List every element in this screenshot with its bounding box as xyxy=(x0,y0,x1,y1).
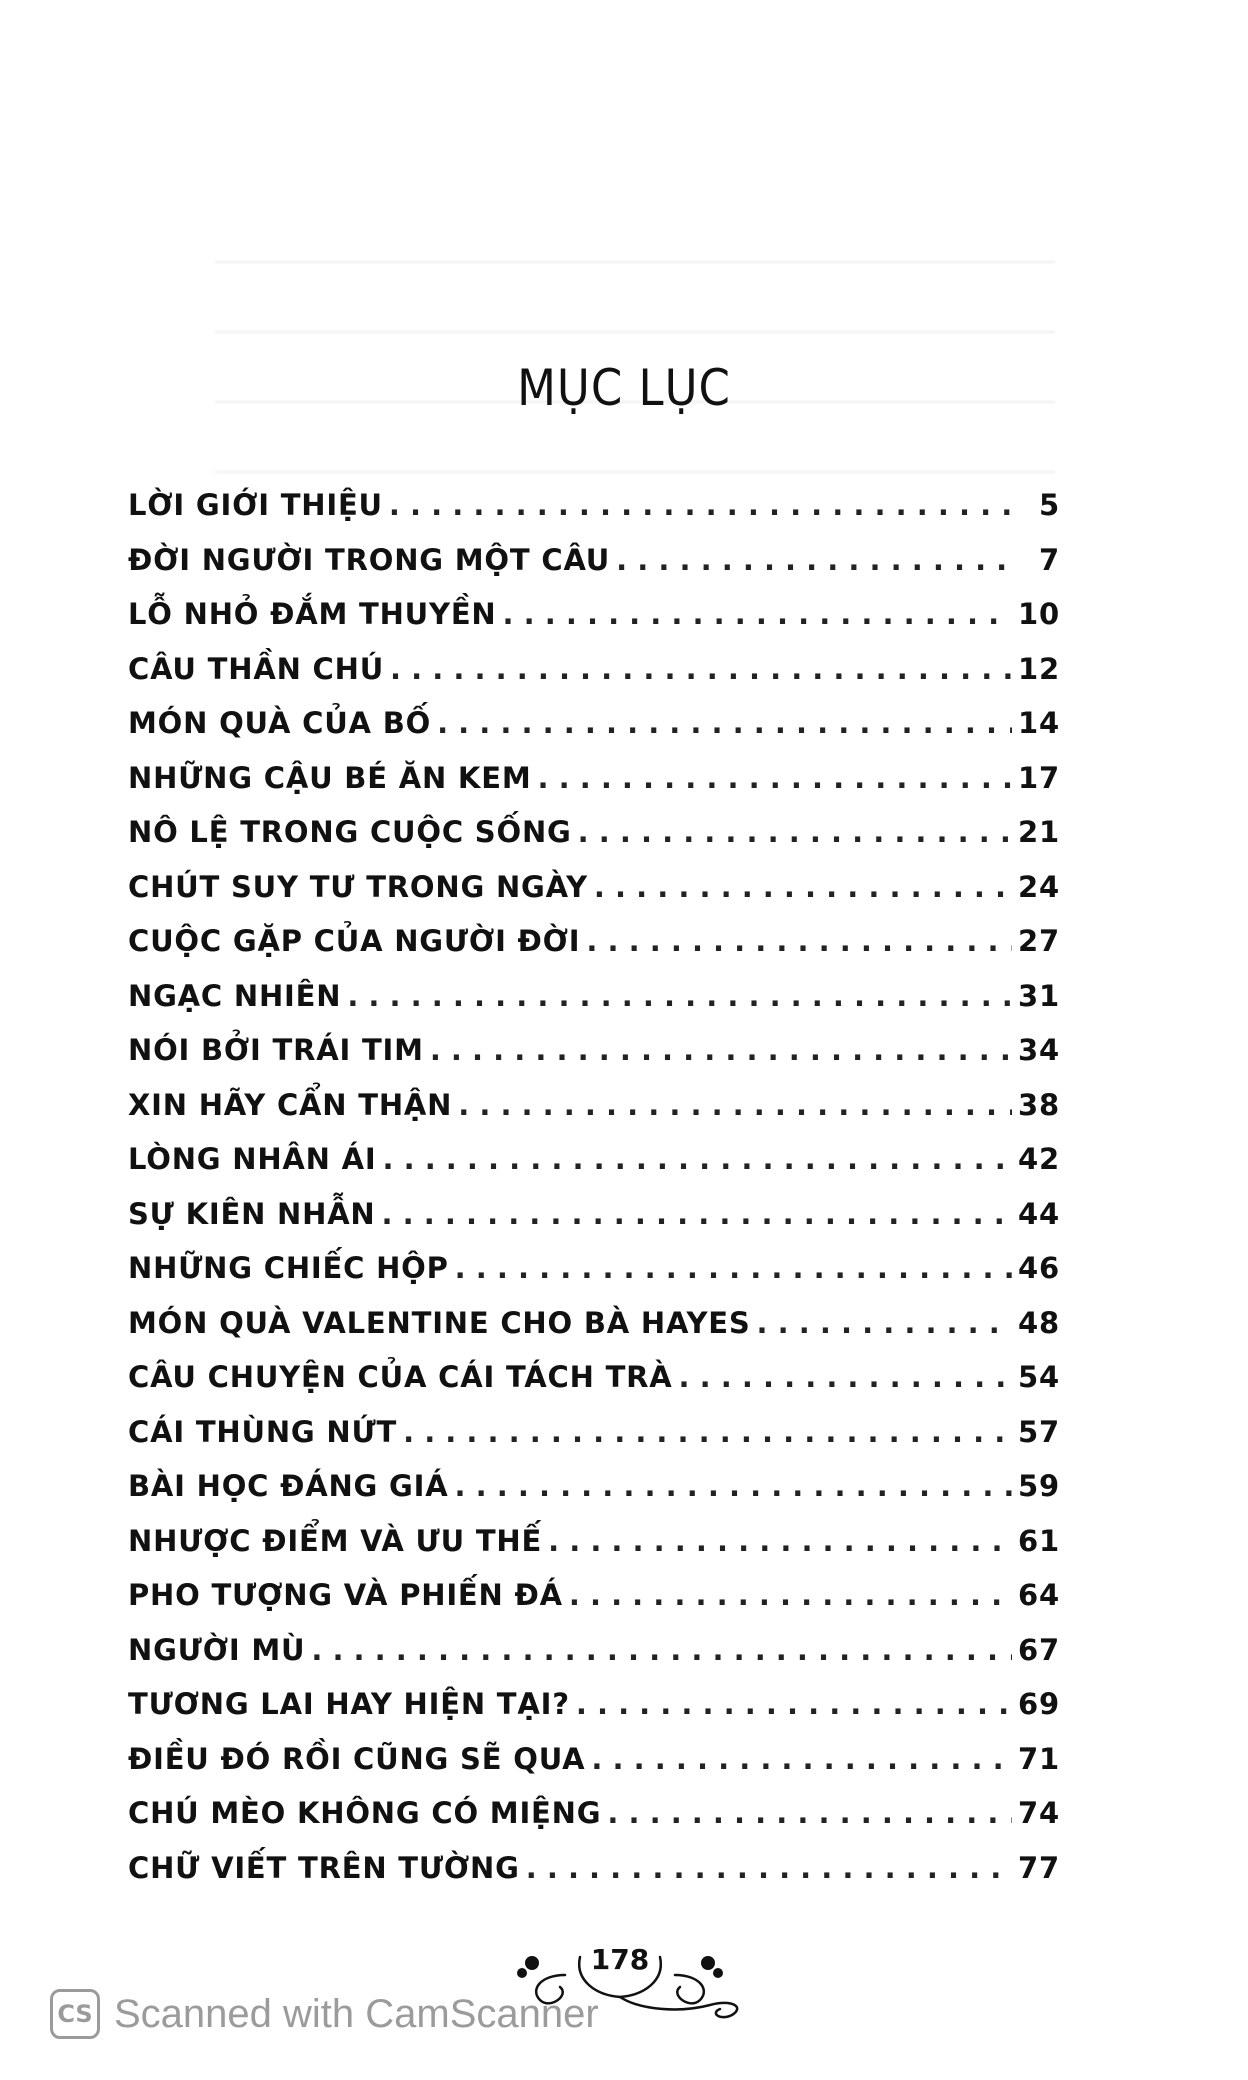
toc-entry-page: 67 xyxy=(1018,1632,1060,1667)
toc-entry-title: NÓI BỞI TRÁI TIM xyxy=(128,1033,424,1067)
toc-entry xyxy=(128,587,1060,642)
watermark-text: Scanned with CamScanner xyxy=(114,1991,599,2036)
toc-entry xyxy=(128,642,1060,697)
dot-leader xyxy=(548,1514,1012,1569)
toc-entry-page: 34 xyxy=(1018,1033,1060,1067)
dot-leader xyxy=(455,1459,1013,1514)
dot-leader xyxy=(569,1568,1012,1623)
toc-entry xyxy=(128,478,1060,533)
toc-entry-title: LỖ NHỎ ĐẮM THUYỀN xyxy=(128,597,497,631)
dot-leader xyxy=(382,1187,1013,1242)
toc-entry-page: 21 xyxy=(1018,815,1060,849)
toc-entry xyxy=(128,1023,1060,1078)
toc-entry-page: 69 xyxy=(1018,1687,1060,1721)
toc-entry xyxy=(128,1568,1060,1623)
toc-entry-title: BÀI HỌC ĐÁNG GIÁ xyxy=(128,1469,449,1503)
dot-leader xyxy=(458,1078,1012,1133)
toc-entry-page: 42 xyxy=(1018,1142,1060,1176)
toc-entry xyxy=(128,1677,1060,1732)
toc-entry-title: NGƯỜI MÙ xyxy=(128,1632,306,1667)
toc-entry-title: NHỮNG CHIẾC HỘP xyxy=(128,1251,449,1285)
toc-entry-page: 48 xyxy=(1018,1305,1060,1340)
toc-entry-title: ĐỜI NGƯỜI TRONG MỘT CÂU xyxy=(128,542,611,577)
toc-entry xyxy=(128,1078,1060,1133)
toc-entry-title: NHƯỢC ĐIỂM VÀ ƯU THẾ xyxy=(128,1523,543,1558)
toc-entry-title: CHỮ VIẾT TRÊN TƯỜNG xyxy=(128,1850,520,1885)
dot-leader xyxy=(526,1841,1012,1896)
toc-entry-page: 38 xyxy=(1018,1087,1060,1122)
toc-entry xyxy=(128,1786,1060,1841)
dot-leader xyxy=(537,751,1012,806)
toc-entry xyxy=(128,1732,1060,1787)
dot-leader xyxy=(389,478,1016,533)
toc-entry-title: CUỘC GẶP CỦA NGƯỜI ĐỜI xyxy=(128,924,581,958)
dot-leader xyxy=(390,642,1012,697)
toc-entry xyxy=(128,1405,1060,1460)
toc-entry-page: 14 xyxy=(1018,706,1060,740)
toc-entry xyxy=(128,1241,1060,1296)
toc-entry-title: CHÚT SUY TƯ TRONG NGÀY xyxy=(128,869,588,904)
dot-leader xyxy=(591,1732,1012,1787)
dot-leader xyxy=(503,587,1013,642)
toc-entry-title: CÁI THÙNG NỨT xyxy=(128,1414,398,1449)
toc-entry-page: 77 xyxy=(1018,1850,1060,1885)
toc-entry-page: 57 xyxy=(1018,1414,1060,1449)
toc-entry-page: 7 xyxy=(1039,542,1060,577)
toc-entry xyxy=(128,914,1060,969)
toc-entry-title: NÔ LỆ TRONG CUỘC SỐNG xyxy=(128,815,572,849)
toc-entry-page: 54 xyxy=(1018,1360,1060,1394)
page-title: MỤC LỤC xyxy=(517,358,731,417)
dot-leader xyxy=(578,805,1012,860)
toc-entry-title: CÂU CHUYỆN CỦA CÁI TÁCH TRÀ xyxy=(128,1360,673,1394)
toc-entry-page: 10 xyxy=(1018,597,1060,631)
toc-entry-title: NHỮNG CẬU BÉ ĂN KEM xyxy=(128,760,532,795)
toc-entry-page: 64 xyxy=(1018,1578,1060,1612)
dot-leader xyxy=(679,1350,1013,1405)
toc-entry xyxy=(128,1132,1060,1187)
dot-leader xyxy=(616,533,1016,588)
dot-leader xyxy=(594,860,1012,915)
dot-leader xyxy=(455,1241,1012,1296)
dot-leader xyxy=(437,696,1012,751)
toc-entry xyxy=(128,805,1060,860)
toc-entry-page: 24 xyxy=(1018,869,1060,904)
dot-leader xyxy=(576,1677,1012,1732)
dot-leader xyxy=(311,1623,1012,1678)
dot-leader xyxy=(347,969,1012,1024)
dot-leader xyxy=(403,1405,1012,1460)
toc-entry xyxy=(128,1459,1060,1514)
toc-entry-page: 44 xyxy=(1018,1196,1060,1231)
camscanner-watermark xyxy=(50,1984,599,2044)
toc-entry-page: 12 xyxy=(1018,651,1060,686)
dot-leader xyxy=(430,1023,1012,1078)
toc-entry-page: 74 xyxy=(1018,1796,1060,1830)
toc-entry xyxy=(128,751,1060,806)
dot-leader xyxy=(382,1132,1012,1187)
toc-entry-title: XIN HÃY CẨN THẬN xyxy=(128,1087,453,1122)
toc-entry-page: 17 xyxy=(1018,760,1060,795)
toc-entry-title: SỰ KIÊN NHẪN xyxy=(128,1196,376,1231)
bleed-through-texture xyxy=(215,225,1055,485)
toc-entry-page: 61 xyxy=(1018,1523,1060,1558)
toc-entry xyxy=(128,1296,1060,1351)
dot-leader xyxy=(757,1296,1012,1351)
toc-entry-title: MÓN QUÀ VALENTINE CHO BÀ HAYES xyxy=(128,1305,751,1340)
dot-leader xyxy=(586,914,1012,969)
toc-entry xyxy=(128,1841,1060,1896)
toc-entry xyxy=(128,1187,1060,1242)
toc-entry xyxy=(128,969,1060,1024)
toc-entry-page: 27 xyxy=(1018,924,1060,958)
toc-entry xyxy=(128,1350,1060,1405)
toc-entry-title: NGẠC NHIÊN xyxy=(128,978,342,1013)
toc-entry-title: MÓN QUÀ CỦA BỐ xyxy=(128,706,432,740)
toc-entry-title: PHO TƯỢNG VÀ PHIẾN ĐÁ xyxy=(128,1578,563,1612)
toc-entry-page: 5 xyxy=(1039,488,1060,522)
toc-entry xyxy=(128,1514,1060,1569)
dot-leader xyxy=(607,1786,1012,1841)
toc-entry-page: 31 xyxy=(1018,978,1060,1013)
page-number: 178 xyxy=(590,1943,650,1976)
toc-entry-title: ĐIỀU ĐÓ RỒI CŨNG SẼ QUA xyxy=(128,1741,586,1776)
toc-entry xyxy=(128,1623,1060,1678)
toc-entry-title: LÒNG NHÂN ÁI xyxy=(128,1142,377,1176)
toc-entry xyxy=(128,696,1060,751)
toc-entry-title: LỜI GIỚI THIỆU xyxy=(128,488,383,522)
toc-entry xyxy=(128,860,1060,915)
toc-entry-page: 46 xyxy=(1018,1251,1060,1285)
toc-entry-title: TƯƠNG LAI HAY HIỆN TẠI? xyxy=(128,1687,570,1721)
table-of-contents xyxy=(128,478,1060,1895)
toc-entry-title: CÂU THẦN CHÚ xyxy=(128,651,385,686)
toc-entry xyxy=(128,533,1060,588)
toc-entry-page: 71 xyxy=(1018,1741,1060,1776)
toc-entry-title: CHÚ MÈO KHÔNG CÓ MIỆNG xyxy=(128,1796,602,1830)
toc-entry-page: 59 xyxy=(1018,1469,1060,1503)
camscanner-logo-icon: CS xyxy=(50,1989,100,2039)
